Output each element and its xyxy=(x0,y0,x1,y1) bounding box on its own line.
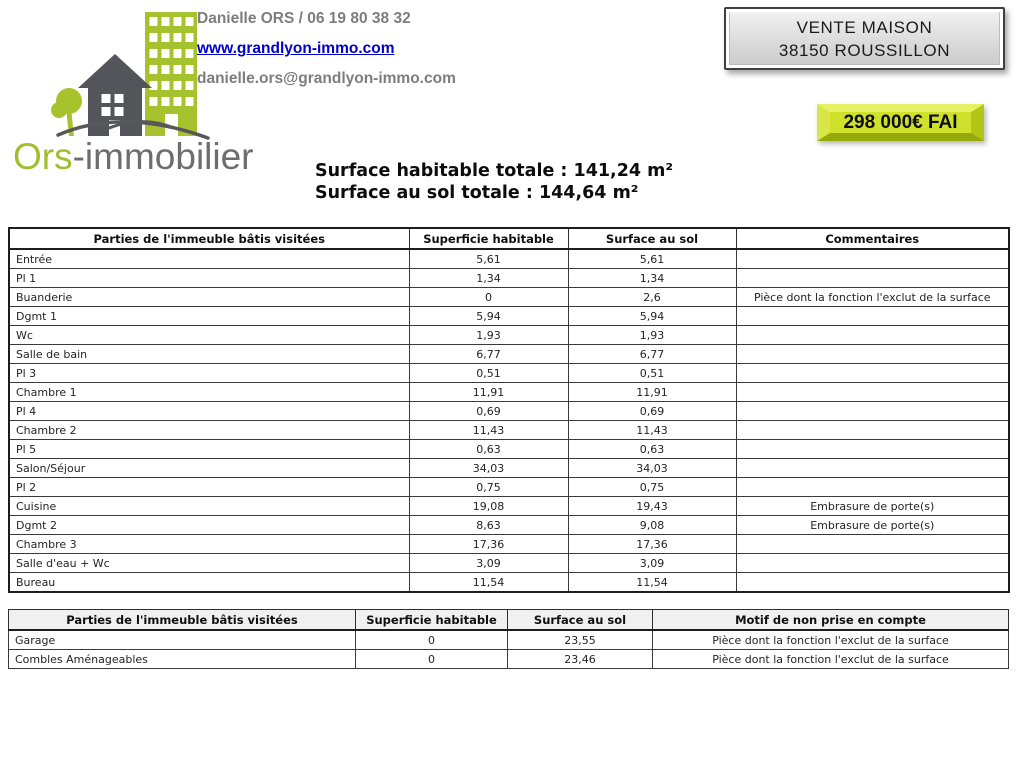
table-row xyxy=(9,535,1009,554)
cell-sol: 0,69 xyxy=(568,402,736,421)
cell-sol: 0,63 xyxy=(568,440,736,459)
cell-comment xyxy=(736,573,1009,593)
cell-name: Pl 2 xyxy=(9,478,409,497)
brand-immobilier: -immobilier xyxy=(72,136,254,177)
cell-name: Pl 3 xyxy=(9,364,409,383)
brand-wordmark xyxy=(13,136,254,178)
cell-comment xyxy=(736,345,1009,364)
cell-name: Pl 1 xyxy=(9,269,409,288)
cell-habitable: 0,69 xyxy=(409,402,568,421)
cell-habitable: 0,75 xyxy=(409,478,568,497)
cell-habitable: 5,61 xyxy=(409,249,568,269)
cell-name: Dgmt 2 xyxy=(9,516,409,535)
cell-name: Chambre 3 xyxy=(9,535,409,554)
cell-habitable: 0,51 xyxy=(409,364,568,383)
col-header-comments: Commentaires xyxy=(736,228,1009,249)
listing-location: 38150 ROUSSILLON xyxy=(778,40,951,60)
cell-comment: Pièce dont la fonction l'exclut de la surface xyxy=(653,630,1009,650)
total-habitable: Surface habitable totale : 141,24 m² xyxy=(315,161,674,181)
cell-habitable: 11,43 xyxy=(409,421,568,440)
website-link[interactable]: www.grandlyon-immo.com xyxy=(197,40,395,57)
cell-sol: 23,46 xyxy=(508,650,653,669)
cell-comment: Pièce dont la fonction l'exclut de la surface xyxy=(736,288,1009,307)
cell-comment xyxy=(736,364,1009,383)
table-row xyxy=(9,345,1009,364)
cell-comment xyxy=(736,326,1009,345)
col-header-motif: Motif de non prise en compte xyxy=(653,610,1009,631)
cell-habitable: 1,34 xyxy=(409,269,568,288)
cell-habitable: 0 xyxy=(356,630,508,650)
listing-type: VENTE MAISON xyxy=(796,17,933,37)
cell-habitable: 0,63 xyxy=(409,440,568,459)
table-row xyxy=(9,383,1009,402)
surface-totals xyxy=(315,161,673,204)
cell-sol: 3,09 xyxy=(568,554,736,573)
cell-comment xyxy=(736,478,1009,497)
cell-name: Chambre 2 xyxy=(9,421,409,440)
cell-comment xyxy=(736,269,1009,288)
cell-comment xyxy=(736,459,1009,478)
cell-comment: Pièce dont la fonction l'exclut de la surface xyxy=(653,650,1009,669)
col-header-habitable: Superficie habitable xyxy=(409,228,568,249)
cell-comment xyxy=(736,421,1009,440)
cell-sol: 1,34 xyxy=(568,269,736,288)
table-row xyxy=(9,440,1009,459)
cell-habitable: 1,93 xyxy=(409,326,568,345)
brand-ors: Ors xyxy=(13,136,73,177)
cell-sol: 2,6 xyxy=(568,288,736,307)
col-header-habitable: Superficie habitable xyxy=(356,610,508,631)
cell-comment xyxy=(736,554,1009,573)
table-row xyxy=(9,364,1009,383)
cell-sol: 11,91 xyxy=(568,383,736,402)
table-row xyxy=(9,630,1009,650)
cell-name: Salle d'eau + Wc xyxy=(9,554,409,573)
cell-sol: 11,54 xyxy=(568,573,736,593)
cell-name: Bureau xyxy=(9,573,409,593)
table-row xyxy=(9,459,1009,478)
cell-sol: 17,36 xyxy=(568,535,736,554)
table-row xyxy=(9,478,1009,497)
cell-name: Salle de bain xyxy=(9,345,409,364)
cell-sol: 19,43 xyxy=(568,497,736,516)
cell-habitable: 19,08 xyxy=(409,497,568,516)
agency-logo-icon xyxy=(50,8,210,148)
table-row xyxy=(9,421,1009,440)
table-row xyxy=(9,307,1009,326)
cell-habitable: 3,09 xyxy=(409,554,568,573)
main-table-header-row xyxy=(9,228,1009,249)
table-row xyxy=(9,554,1009,573)
cell-comment xyxy=(736,383,1009,402)
cell-comment: Embrasure de porte(s) xyxy=(736,516,1009,535)
cell-sol: 5,61 xyxy=(568,249,736,269)
cell-comment xyxy=(736,440,1009,459)
cell-sol: 6,77 xyxy=(568,345,736,364)
cell-habitable: 34,03 xyxy=(409,459,568,478)
cell-habitable: 11,54 xyxy=(409,573,568,593)
cell-name: Garage xyxy=(9,630,356,650)
listing-title-inner xyxy=(729,12,1000,65)
cell-name: Cuisine xyxy=(9,497,409,516)
table-row xyxy=(9,269,1009,288)
cell-habitable: 0 xyxy=(409,288,568,307)
cell-sol: 34,03 xyxy=(568,459,736,478)
cell-name: Salon/Séjour xyxy=(9,459,409,478)
cell-habitable: 11,91 xyxy=(409,383,568,402)
logo-building-icon xyxy=(145,12,197,136)
excluded-table-header-row xyxy=(9,610,1009,631)
table-row xyxy=(9,326,1009,345)
table-row xyxy=(9,402,1009,421)
cell-sol: 11,43 xyxy=(568,421,736,440)
cell-habitable: 17,36 xyxy=(409,535,568,554)
cell-sol: 9,08 xyxy=(568,516,736,535)
col-header-parties: Parties de l'immeuble bâtis visitées xyxy=(9,610,356,631)
table-row xyxy=(9,650,1009,669)
contact-block xyxy=(197,9,456,88)
cell-name: Combles Aménageables xyxy=(9,650,356,669)
col-header-sol: Surface au sol xyxy=(508,610,653,631)
table-row xyxy=(9,249,1009,269)
cell-name: Pl 5 xyxy=(9,440,409,459)
cell-name: Pl 4 xyxy=(9,402,409,421)
total-sol: Surface au sol totale : 144,64 m² xyxy=(315,182,639,203)
col-header-sol: Surface au sol xyxy=(568,228,736,249)
cell-sol: 0,51 xyxy=(568,364,736,383)
col-header-parties: Parties de l'immeuble bâtis visitées xyxy=(9,228,409,249)
cell-sol: 5,94 xyxy=(568,307,736,326)
table-row xyxy=(9,288,1009,307)
cell-comment xyxy=(736,249,1009,269)
cell-name: Dgmt 1 xyxy=(9,307,409,326)
cell-comment: Embrasure de porte(s) xyxy=(736,497,1009,516)
excluded-surface-table xyxy=(8,609,1009,669)
cell-sol: 0,75 xyxy=(568,478,736,497)
cell-comment xyxy=(736,402,1009,421)
cell-comment xyxy=(736,535,1009,554)
cell-sol: 23,55 xyxy=(508,630,653,650)
contact-name-phone: Danielle ORS / 06 19 80 38 32 xyxy=(197,10,411,27)
table-row xyxy=(9,497,1009,516)
cell-sol: 1,93 xyxy=(568,326,736,345)
cell-habitable: 8,63 xyxy=(409,516,568,535)
cell-habitable: 0 xyxy=(356,650,508,669)
cell-name: Wc xyxy=(9,326,409,345)
cell-comment xyxy=(736,307,1009,326)
contact-email: danielle.ors@grandlyon-immo.com xyxy=(197,70,456,87)
cell-habitable: 6,77 xyxy=(409,345,568,364)
cell-name: Chambre 1 xyxy=(9,383,409,402)
table-row xyxy=(9,516,1009,535)
listing-title-box xyxy=(724,7,1005,70)
cell-name: Entrée xyxy=(9,249,409,269)
main-surface-table xyxy=(8,227,1010,593)
table-row xyxy=(9,573,1009,593)
price-badge: 298 000€ FAI xyxy=(817,104,984,141)
cell-habitable: 5,94 xyxy=(409,307,568,326)
cell-name: Buanderie xyxy=(9,288,409,307)
